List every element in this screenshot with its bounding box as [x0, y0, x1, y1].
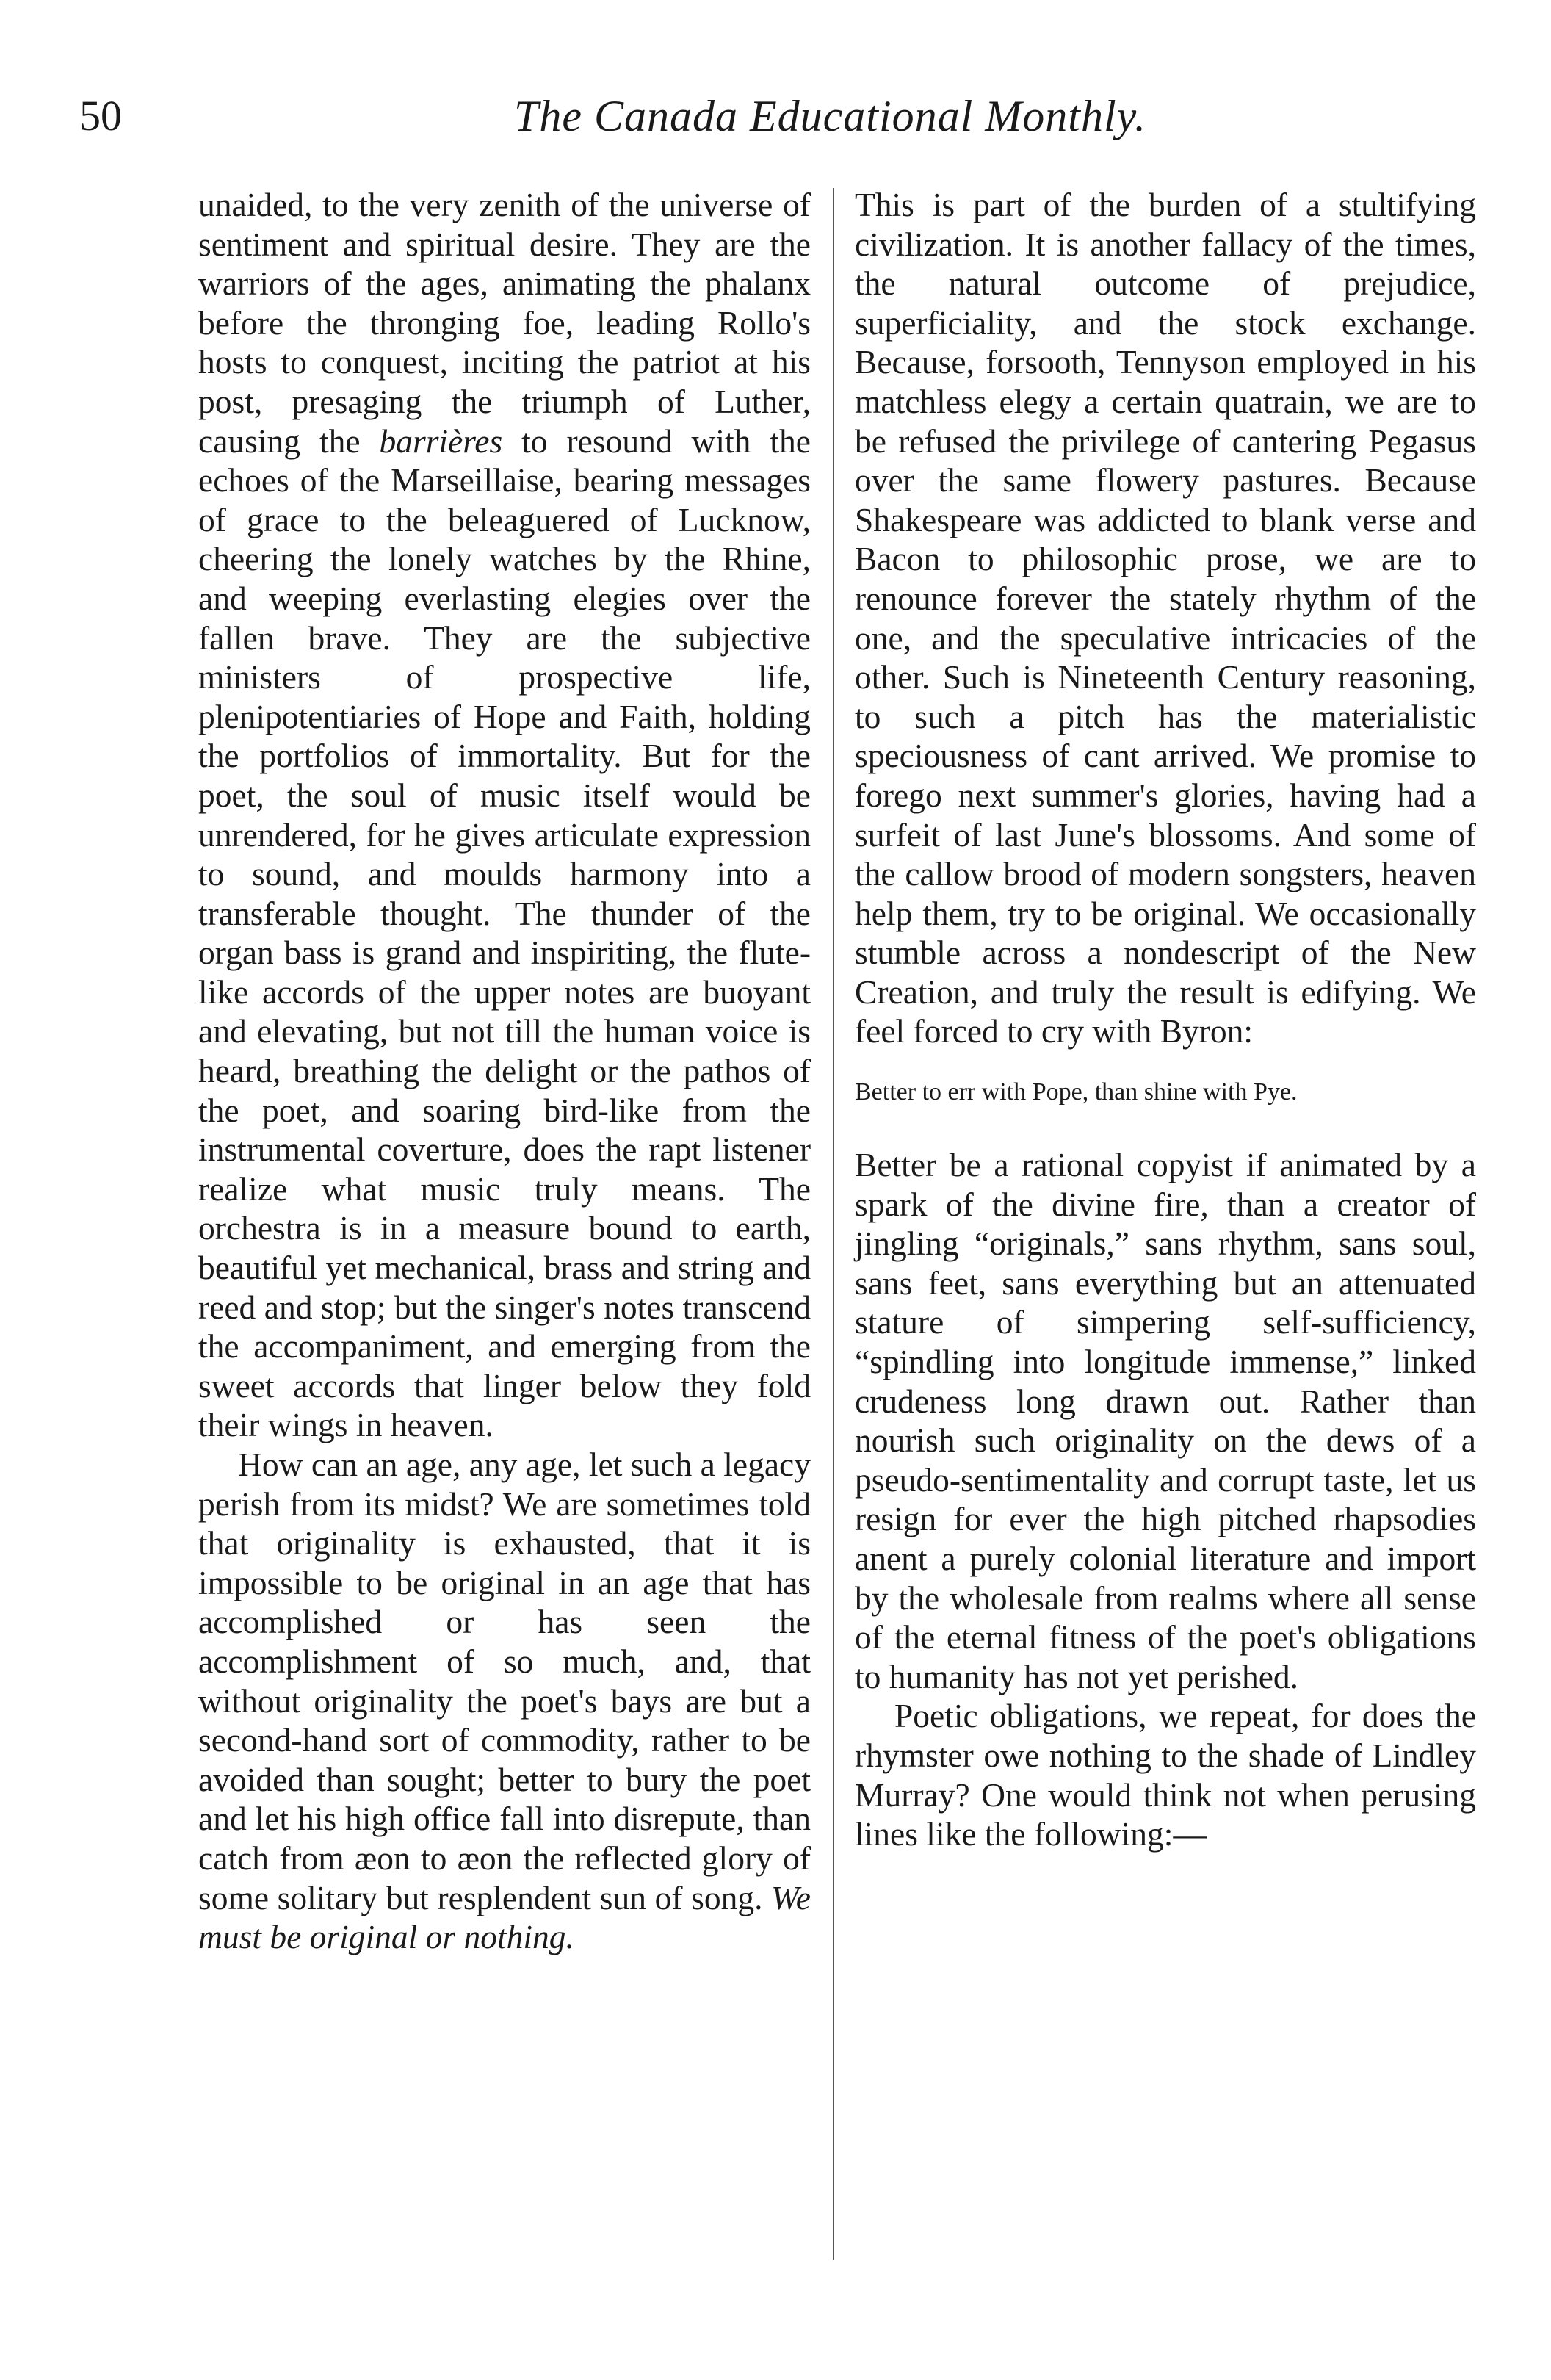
right-column	[855, 185, 1476, 1854]
block-quote: Better to err with Pope, than shine with Pye.	[855, 1078, 1298, 1106]
left-column	[198, 185, 811, 1957]
left-paragraph-1-text-b: to resound with the echoes of the Marseillaise, bearing messages of grace to the beleaguered of Lucknow, cheering the lonely watches by the Rhine, and weeping everlasting elegies over the fallen brave. They are the subjective ministers of prospective life, plenipotentiaries of Hope and Faith, holding the portfolios of immortality. But for the poet, the soul of music itself would be unrendered, for he gives articulate expression to sound, and moulds harmony into a transferable thought. The thunder of the organ bass is grand and inspiriting, the flute-like accords of the upper notes are buoyant and elevating, but not till the human voice is heard, breathing the delight or the pathos of the poet, and soaring bird-like from the instrumental coverture, does the rapt listener realize what music truly means. The orchestra is in a measure bound to earth, beautiful yet mechanical, brass and string and reed and stop; but the singer's notes transcend the accompaniment, and emerging from the sweet accords that linger below they fold their wings in heaven.	[198, 422, 811, 1444]
left-paragraph-1	[198, 185, 811, 1445]
left-paragraph-1-italic: barrières	[379, 422, 503, 460]
left-paragraph-2-italic: We must be original or nothing.	[198, 1878, 811, 1956]
column-divider	[833, 188, 834, 2260]
right-paragraph-2: Better be a rational copyist if animated by a spark of the divine fire, than a creator of jingling “originals,” sans rhythm, sans soul, sans feet, sans everything but an attenuated stature of simpering self-sufficiency, “spindling into longitude immense,” linked crudeness long drawn out. Rather than nourish such originality on the dews of a pseudo-sentimentality and corrupt taste, let us resign for ever the high pitched rhapsodies anent a purely colonial literature and import by the wholesale from realms where all sense of the eternal fitness of the poet's obligations to humanity has not yet perished.	[855, 1146, 1476, 1695]
left-paragraph-2	[198, 1445, 811, 1957]
page-number: 50	[79, 92, 122, 140]
left-paragraph-1-text: unaided, to the very zenith of the universe of sentiment and spiritual desire. They are the warriors of the ages, animating the phalanx before the thronging foe, leading Rollo's hosts to conquest, inciting the patriot at his post, presaging the triumph of Luther, causing the	[198, 186, 811, 460]
right-paragraph-1: This is part of the burden of a stultifying civilization. It is another fallacy of the times, the natural outcome of prejudice, superficiality, and the stock exchange. Because, forsooth, Tennyson employed in his matchless elegy a certain quatrain, we are to be refused the privilege of cantering Pegasus over the same flowery pastures. Because Shakespeare was addicted to blank verse and Bacon to philosophic prose, we are to renounce forever the stately rhythm of the one, and the speculative intricacies of the other. Such is Nineteenth Century reasoning, to such a pitch has the materialistic speciousness of cant arrived. We promise to forego next summer's glories, having had a surfeit of last June's blossoms. And some of the callow brood of modern songsters, heaven help them, try to be original. We occasionally stumble across a nondescript of the New Creation, and truly the result is edifying. We feel forced to cry with Byron:	[855, 186, 1476, 1050]
left-paragraph-2-text: How can an age, any age, let such a legacy perish from its midst? We are sometimes told that originality is exhausted, that it is impossible to be original in an age that has accomplished or has seen the accomplishment of so much, and, that without originality the poet's bays are but a second-hand sort of commodity, rather to be avoided than sought; better to bury the poet and let his high office fall into disrepute, than catch from æon to æon the reflected glory of some solitary but resplendent sun of song.	[198, 1446, 811, 1916]
page-header	[73, 87, 1491, 145]
right-paragraph-3: Poetic obligations, we repeat, for does the rhymster owe nothing to the shade of Lindley Murray? One would think not when perusing lines like the following:—	[855, 1697, 1476, 1853]
running-title: The Canada Educational Monthly.	[514, 92, 1146, 140]
